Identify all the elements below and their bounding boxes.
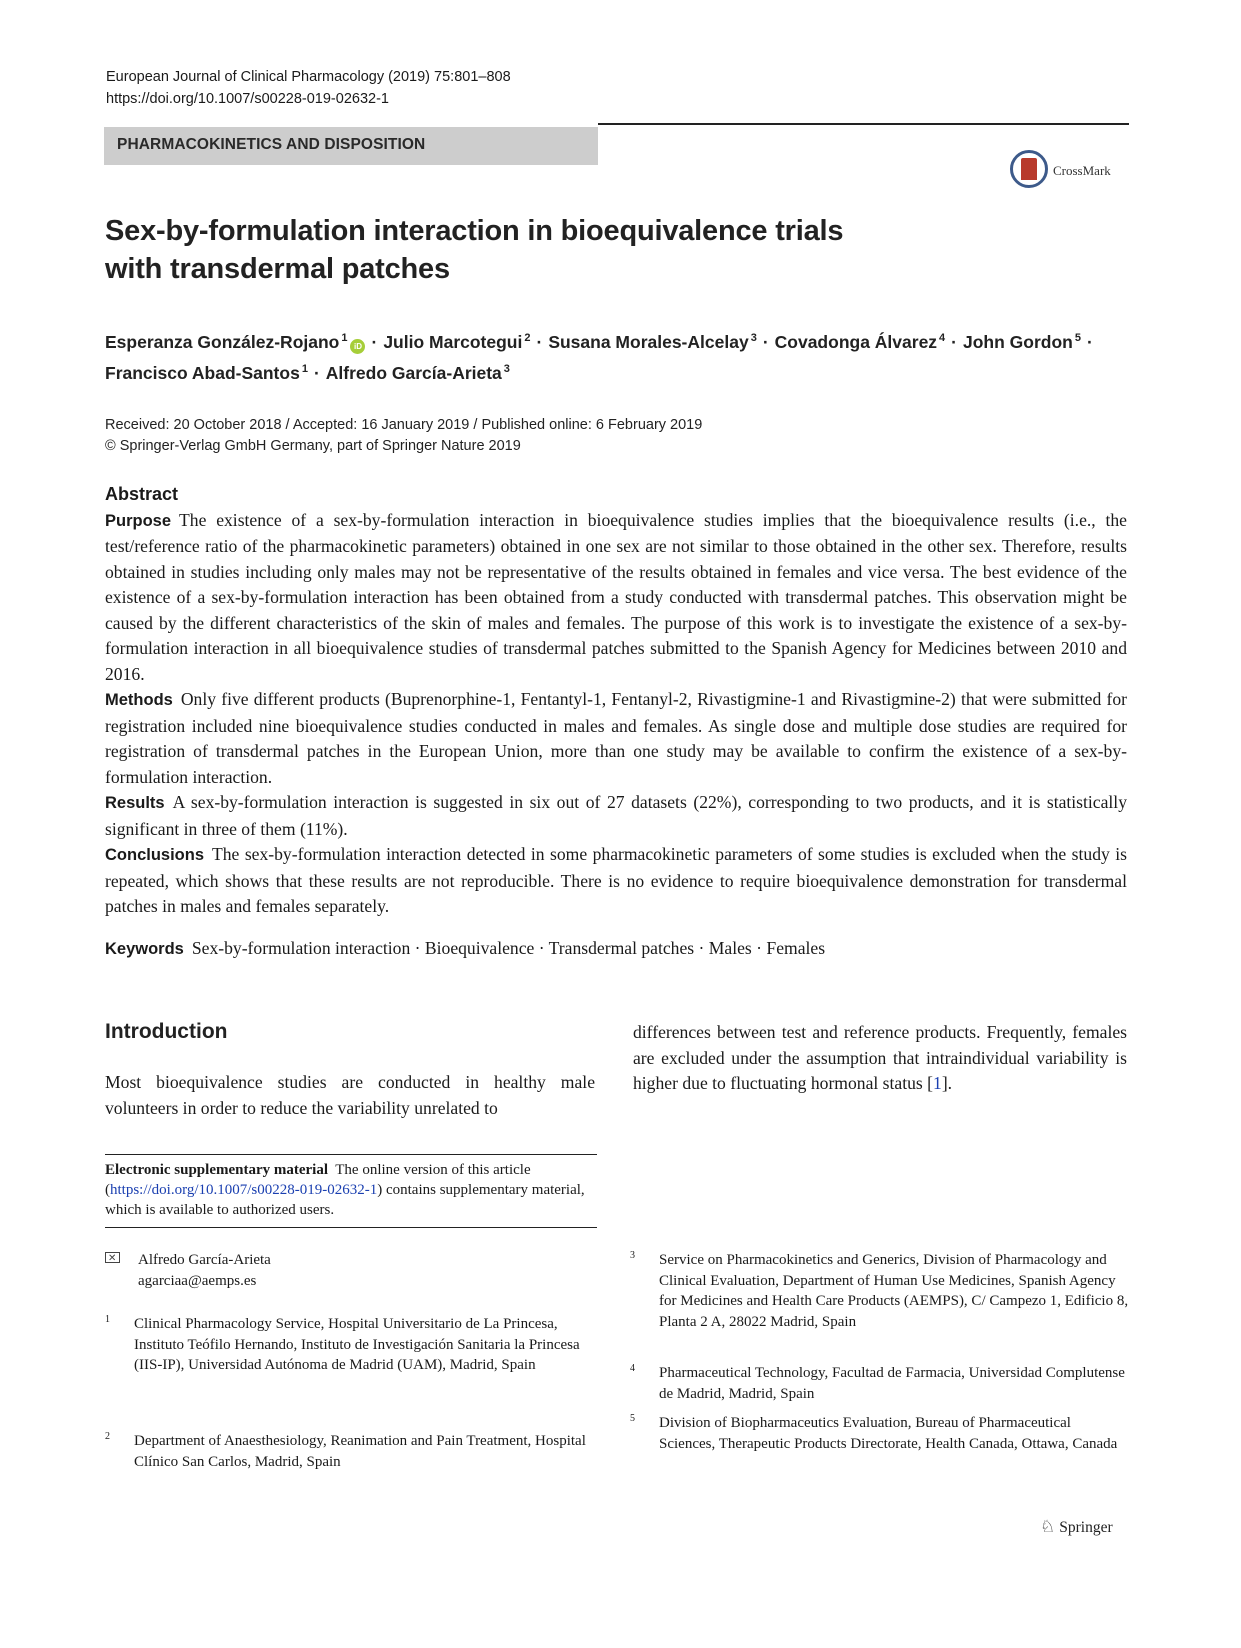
introduction-text-right <box>633 1020 1127 1097</box>
purpose-label: Purpose <box>105 511 172 530</box>
keywords-text: Sex-by-formulation interaction · Bioequivalence · Transdermal patches · Males · Females <box>191 938 826 958</box>
intro-right-text: differences between test and reference products. Frequently, females are excluded under the assumption that intraindividual variability is higher due to fluctuating hormonal status [ <box>633 1022 1127 1093</box>
header-rule <box>598 123 1129 125</box>
affiliation <box>105 1431 595 1472</box>
author-name[interactable]: John Gordon <box>963 332 1073 352</box>
affiliation-number: 2 <box>105 1431 110 1442</box>
author-name[interactable]: Esperanza González-Rojano <box>105 332 340 352</box>
author-affiliation: 2 <box>524 332 531 344</box>
affiliation <box>630 1363 1130 1404</box>
title-line-1: Sex-by-formulation interaction in bioequivalence trials <box>105 215 844 247</box>
author-name[interactable]: Alfredo García-Arieta <box>325 363 502 383</box>
author-name[interactable]: Francisco Abad-Santos <box>105 363 300 383</box>
springer-horse-icon: ♘ <box>1040 1517 1056 1536</box>
title-line-2: with transdermal patches <box>105 253 450 285</box>
affiliation-text: Division of Biopharmaceutics Evaluation, Bureau of Pharmaceutical Sciences, Therapeutic Products Directorate, Health Canada, Ottawa, Canada <box>659 1415 1118 1452</box>
separator-dot: · <box>313 363 320 383</box>
separator-dot: · <box>371 332 378 352</box>
author-affiliation: 3 <box>503 363 510 375</box>
abstract-methods <box>105 687 1127 790</box>
correspondence <box>105 1250 271 1292</box>
affiliation-number: 5 <box>630 1413 635 1424</box>
esm-text-a: The online version of this article ( <box>105 1162 531 1198</box>
esm-text-b: ) contains supplementary material, which is available to authorized users. <box>105 1182 585 1218</box>
affiliation-text: Service on Pharmacokinetics and Generics, Division of Pharmacology and Clinical Evaluation, Department of Human Use Medicines, Spanish Agency for Medicines and Health Care Products (AEMPS), C/ Campezo 1, Edificio 8, Planta 2 A, 28022 Madrid, Spain <box>659 1252 1129 1330</box>
journal-header <box>106 66 511 110</box>
abstract <box>105 482 1127 920</box>
article-title <box>105 212 1005 288</box>
results-text: A sex-by-formulation interaction is suggested in six out of 27 datasets (22%), corresponding to two products, and it is statistically significant in three of them (11%). <box>105 792 1127 839</box>
reference-link[interactable]: 1 <box>933 1073 942 1093</box>
separator-dot: · <box>536 332 543 352</box>
author-affiliation: 4 <box>939 332 946 344</box>
author-name[interactable]: Susana Morales-Alcelay <box>548 332 749 352</box>
results-label: Results <box>105 794 165 812</box>
affiliation <box>630 1250 1130 1332</box>
affiliation-number: 3 <box>630 1250 635 1261</box>
author-affiliation: 1 <box>341 332 348 344</box>
author-affiliation: 5 <box>1074 332 1081 344</box>
esm-label: Electronic supplementary material <box>105 1162 329 1178</box>
methods-label: Methods <box>105 691 173 709</box>
affiliation-text: Clinical Pharmacology Service, Hospital Universitario de La Princesa, Instituto Teófilo Hernando, Instituto de Investigación Sanitaria la Princesa (IIS-IP), Universidad Autónoma de Madrid (UAM), Madrid, Spain <box>134 1316 580 1373</box>
intro-right-end: ]. <box>941 1073 953 1093</box>
introduction-left-column <box>105 1070 595 1121</box>
publisher-logo <box>1040 1517 1113 1537</box>
abstract-conclusions <box>105 842 1127 920</box>
introduction-right-column <box>633 1020 1127 1097</box>
publisher-name: Springer <box>1059 1519 1113 1536</box>
affiliation <box>105 1314 595 1376</box>
publication-dates <box>105 415 702 457</box>
correspondence-email[interactable]: agarciaa@aemps.es <box>138 1273 257 1289</box>
abstract-heading: Abstract <box>105 484 179 504</box>
esm-link[interactable]: https://doi.org/10.1007/s00228-019-02632-1 <box>110 1182 378 1198</box>
separator-dot: · <box>762 332 769 352</box>
envelope-icon <box>105 1252 120 1263</box>
section-banner <box>104 127 598 165</box>
section-label: PHARMACOKINETICS AND DISPOSITION <box>117 136 426 153</box>
author-list <box>105 325 1135 387</box>
crossmark-icon <box>1010 150 1048 188</box>
journal-doi[interactable]: https://doi.org/10.1007/s00228-019-02632-1 <box>106 91 389 107</box>
correspondence-name: Alfredo García-Arieta <box>138 1252 271 1268</box>
introduction-text-left: Most bioequivalence studies are conducted in healthy male volunteers in order to reduce the variability unrelated to <box>105 1072 595 1118</box>
separator-dot: · <box>1086 332 1093 352</box>
methods-text: Only five different products (Buprenorphine-1, Fentantyl-1, Fentanyl-2, Rivastigmine-1 and Rivastigmine-2) that were submitted for registration included nine bioequivalence studies conducted in males and females. As single dose and multiple dose studies are required for registration of transdermal patches in the European Union, more than one study may be available to confirm the existence of a sex-by-formulation interaction. <box>105 689 1127 787</box>
orcid-icon[interactable]: iD <box>350 339 365 354</box>
journal-citation: European Journal of Clinical Pharmacology (2019) 75:801–808 <box>106 69 511 85</box>
affiliation <box>630 1413 1130 1454</box>
author-line-2 <box>105 356 1135 387</box>
crossmark-label: CrossMark <box>1053 163 1111 178</box>
author-name[interactable]: Covadonga Álvarez <box>774 332 938 352</box>
author-name[interactable]: Julio Marcotegui <box>383 332 523 352</box>
dates-line: Received: 20 October 2018 / Accepted: 16 January 2019 / Published online: 6 February 2019 <box>105 417 703 433</box>
keywords-label: Keywords <box>105 940 184 958</box>
author-affiliation: 3 <box>750 332 757 344</box>
affiliation-number: 1 <box>105 1314 110 1325</box>
supplementary-material-note <box>105 1154 597 1228</box>
copyright-line: © Springer-Verlag GmbH Germany, part of Springer Nature 2019 <box>105 438 521 454</box>
author-affiliation: 1 <box>301 363 308 375</box>
abstract-purpose <box>105 508 1127 688</box>
affiliation-number: 4 <box>630 1363 635 1374</box>
conclusions-text: The sex-by-formulation interaction detected in some pharmacokinetic parameters of some studies is excluded when the study is repeated, which shows that these results are not reproducible. There is no evidence to require bioequivalence demonstration for transdermal patches in males and females separately. <box>105 844 1127 916</box>
introduction-heading: Introduction <box>105 1020 228 1043</box>
conclusions-label: Conclusions <box>105 846 205 864</box>
affiliation-text: Department of Anaesthesiology, Reanimation and Pain Treatment, Hospital Clínico San Carlos, Madrid, Spain <box>134 1433 586 1470</box>
author-line-1 <box>105 325 1135 356</box>
crossmark-badge[interactable] <box>1010 150 1130 196</box>
affiliation-text: Pharmaceutical Technology, Facultad de Farmacia, Universidad Complutense de Madrid, Madrid, Spain <box>659 1365 1125 1402</box>
separator-dot: · <box>951 332 957 352</box>
keywords <box>105 938 825 959</box>
purpose-text: The existence of a sex-by-formulation interaction in bioequivalence studies implies that the bioequivalence results (i.e., the test/reference ratio of the pharmacokinetic parameters) obtained in one sex are not similar to those obtained in the other sex. Therefore, results obtained in studies including only males may not be representative of the results obtained in females and vice versa. The best evidence of the existence of a sex-by-formulation interaction has been obtained from a study conducted with transdermal patches. This observation might be caused by the different characteristics of the skin of males and females. The purpose of this work is to investigate the existence of a sex-by-formulation interaction in all bioequivalence studies of transdermal patches submitted to the Spanish Agency for Medicines between 2010 and 2016. <box>105 509 1127 684</box>
abstract-results <box>105 790 1127 842</box>
